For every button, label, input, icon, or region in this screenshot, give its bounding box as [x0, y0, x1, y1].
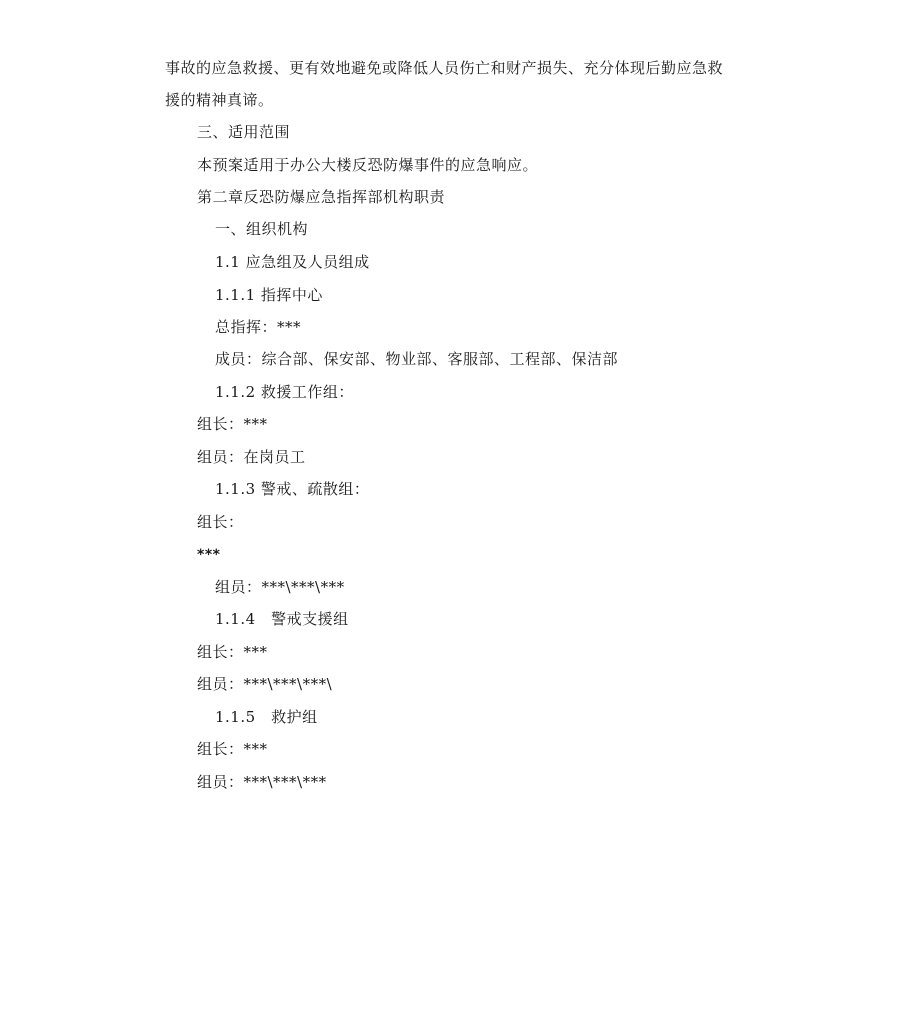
subsection-heading: 一、组织机构: [215, 220, 309, 238]
commander-line: 总指挥：***: [215, 318, 302, 336]
members-line-evac: 组员：***\***\***: [215, 578, 345, 596]
item-1-1-3: 1.1.3 警戒、疏散组：: [215, 480, 370, 498]
item-1-1-4: 1.1.4 警戒支援组: [215, 610, 349, 628]
chapter-heading: 第二章反恐防爆应急指挥部机构职责: [197, 188, 446, 206]
leader-name-evac: ***: [197, 547, 221, 563]
members-line: 成员：综合部、保安部、物业部、客服部、工程部、保洁部: [215, 350, 619, 368]
item-1-1-2: 1.1.2 救援工作组：: [215, 383, 354, 401]
leader-line-support: 组长：***: [197, 643, 268, 661]
leader-line-medical: 组长：***: [197, 740, 268, 758]
members-line-rescue: 组员：在岗员工: [197, 448, 306, 466]
members-line-medical: 组员：***\***\***: [197, 773, 327, 791]
leader-line-rescue: 组长：***: [197, 415, 268, 433]
section-heading-scope: 三、适用范围: [197, 123, 291, 141]
paragraph-line-1: 事故的应急救援、更有效地避免或降低人员伤亡和财产损失、充分体现后勤应急救: [165, 59, 724, 77]
item-1-1: 1.1 应急组及人员组成: [215, 253, 370, 271]
leader-line-evac: 组长：: [197, 513, 244, 531]
members-line-support: 组员：***\***\***\: [197, 675, 333, 693]
scope-text: 本预案适用于办公大楼反恐防爆事件的应急响应。: [197, 156, 539, 174]
paragraph-line-2: 援的精神真谛。: [165, 91, 274, 109]
item-1-1-5: 1.1.5 救护组: [215, 708, 318, 726]
item-1-1-1: 1.1.1 指挥中心: [215, 286, 323, 304]
